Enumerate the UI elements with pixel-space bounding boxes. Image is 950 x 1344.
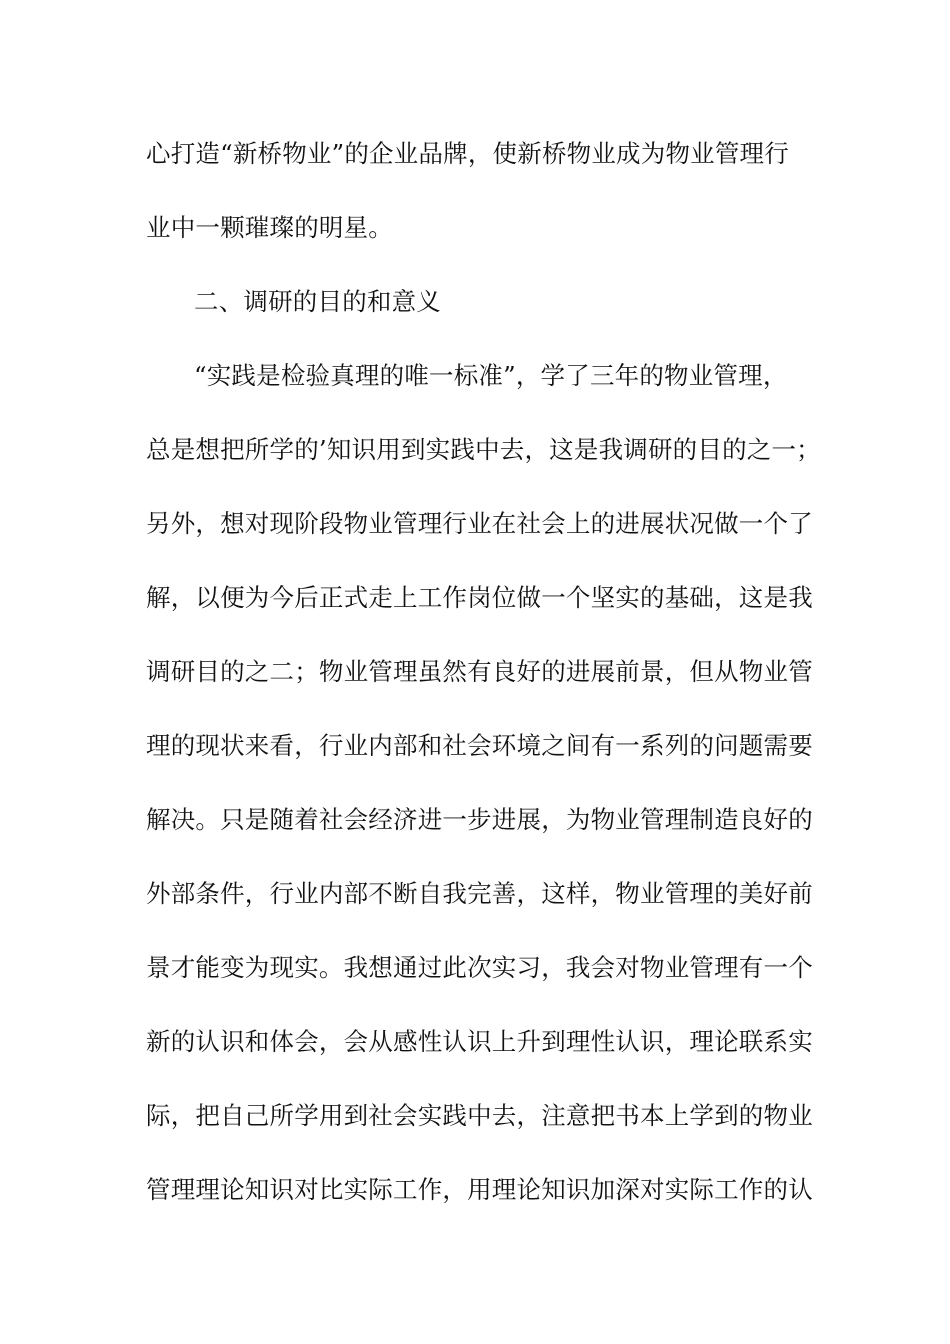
text-line: 际，把自己所学用到社会实践中去，注意把书本上学到的物业 (146, 1101, 813, 1130)
text-line: 心打造“新桥物业”的企业品牌，使新桥物业成为物业管理行 (146, 139, 789, 168)
text-line: 管理理论知识对比实际工作，用理论知识加深对实际工作的认 (146, 1175, 813, 1204)
text-line: 理的现状来看，行业内部和社会环境之间有一系列的问题需要 (146, 731, 813, 760)
text-line: 新的认识和体会，会从感性认识上升到理性认识，理论联系实 (146, 1027, 813, 1056)
text-line: 调研目的之二；物业管理虽然有良好的进展前景，但从物业管 (146, 657, 813, 686)
text-line: 业中一颗璀璨的明星。 (146, 213, 393, 242)
text-line: 另外，想对现阶段物业管理行业在社会上的进展状况做一个了 (146, 509, 813, 538)
text-line: 解，以便为今后正式走上工作岗位做一个坚实的基础，这是我 (146, 583, 813, 612)
text-line: 解决。只是随着社会经济进一步进展，为物业管理制造良好的 (146, 805, 813, 834)
text-line: 外部条件，行业内部不断自我完善，这样，物业管理的美好前 (146, 879, 813, 908)
text-line: “实践是检验真理的唯一标准”，学了三年的物业管理， (194, 361, 788, 390)
text-line: 景才能变为现实。我想通过此次实习，我会对物业管理有一个 (146, 953, 813, 982)
section-heading: 二、调研的目的和意义 (194, 287, 441, 316)
text-line: 总是想把所学的’知识用到实践中去，这是我调研的目的之一； (146, 435, 821, 464)
